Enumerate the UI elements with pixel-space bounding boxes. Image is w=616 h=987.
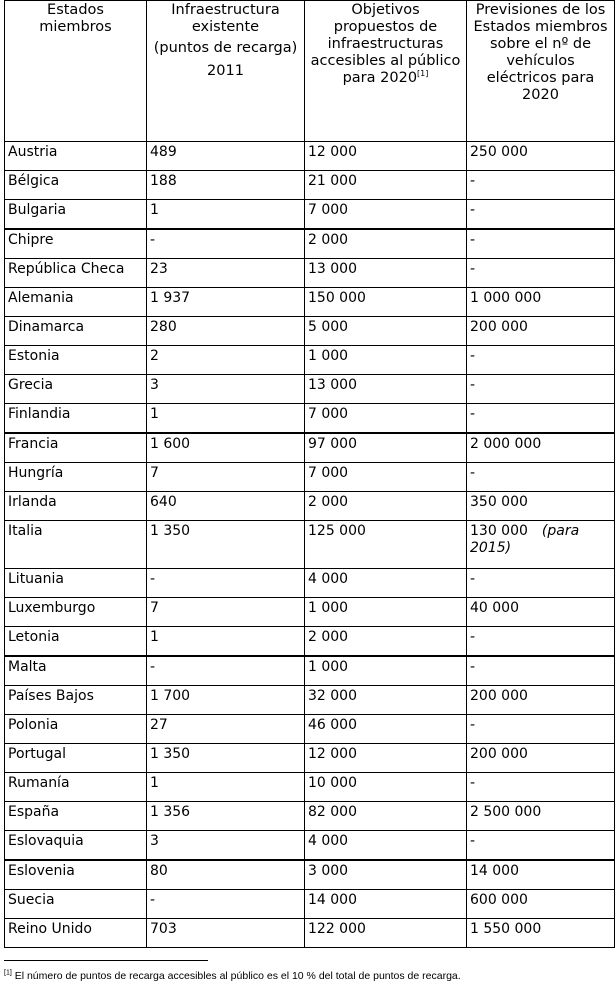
header-existing-infrastructure-label: Infraestructura existente xyxy=(171,2,280,35)
ev-forecast-cell xyxy=(467,171,615,200)
ev-forecast-value: - xyxy=(470,833,476,849)
existing-infrastructure-value: - xyxy=(150,232,156,248)
table-row xyxy=(5,492,615,521)
member-state-value: Eslovaquia xyxy=(8,833,84,849)
proposed-target-cell xyxy=(305,259,467,288)
member-state-cell xyxy=(5,715,147,744)
member-state-cell xyxy=(5,463,147,492)
header-proposed-targets-label: Objetivos propuestos de infraestructuras accesibles al público para 2020 xyxy=(310,2,461,86)
proposed-target-cell xyxy=(305,831,467,861)
member-state-cell xyxy=(5,404,147,434)
ev-forecast-cell xyxy=(467,259,615,288)
member-state-value: Luxemburgo xyxy=(8,600,96,616)
proposed-target-cell xyxy=(305,860,467,890)
proposed-target-cell xyxy=(305,404,467,434)
table-row xyxy=(5,200,615,230)
ev-forecast-value: 1 000 000 xyxy=(470,290,542,306)
proposed-target-cell xyxy=(305,744,467,773)
existing-infrastructure-cell xyxy=(147,860,305,890)
existing-infrastructure-cell xyxy=(147,142,305,171)
proposed-target-value: 13 000 xyxy=(308,261,357,277)
existing-infrastructure-value: 80 xyxy=(150,863,168,879)
ev-forecast-value: 1 550 000 xyxy=(470,921,542,937)
ev-forecast-value: 250 000 xyxy=(470,144,528,160)
proposed-target-value: 32 000 xyxy=(308,688,357,704)
existing-infrastructure-value: 280 xyxy=(150,319,177,335)
proposed-target-value: 21 000 xyxy=(308,173,357,189)
member-state-value: Finlandia xyxy=(8,406,71,422)
table-row xyxy=(5,773,615,802)
footnote-ref-marker[interactable]: [1] xyxy=(417,69,429,79)
member-state-value: Grecia xyxy=(8,377,54,393)
member-state-value: Eslovenia xyxy=(8,863,75,879)
member-state-value: Países Bajos xyxy=(8,688,94,704)
proposed-target-value: 12 000 xyxy=(308,144,357,160)
member-state-value: Suecia xyxy=(8,892,55,908)
table-row xyxy=(5,521,615,569)
table-row xyxy=(5,259,615,288)
proposed-target-cell xyxy=(305,598,467,627)
existing-infrastructure-value: 1 350 xyxy=(150,523,191,539)
member-state-cell xyxy=(5,142,147,171)
ev-forecast-value: - xyxy=(470,717,476,733)
ev-forecast-cell xyxy=(467,656,615,686)
proposed-target-value: 4 000 xyxy=(308,571,349,587)
member-state-value: Francia xyxy=(8,436,59,452)
proposed-target-cell xyxy=(305,288,467,317)
existing-infrastructure-value: 703 xyxy=(150,921,177,937)
existing-infrastructure-cell xyxy=(147,569,305,598)
table-row xyxy=(5,288,615,317)
table-row xyxy=(5,433,615,463)
ev-forecast-cell xyxy=(467,288,615,317)
existing-infrastructure-cell xyxy=(147,229,305,259)
proposed-target-value: 4 000 xyxy=(308,833,349,849)
existing-infrastructure-value: 2 xyxy=(150,348,159,364)
ev-forecast-cell xyxy=(467,142,615,171)
ev-forecast-value: - xyxy=(470,348,476,364)
proposed-target-value: 13 000 xyxy=(308,377,357,393)
header-year-label: 2011 xyxy=(207,63,244,79)
member-state-value: Polonia xyxy=(8,717,59,733)
ev-forecast-value: - xyxy=(470,377,476,393)
existing-infrastructure-cell xyxy=(147,317,305,346)
proposed-target-cell xyxy=(305,715,467,744)
proposed-target-value: 1 000 xyxy=(308,348,349,364)
ev-forecast-cell xyxy=(467,404,615,434)
ev-forecast-value: 350 000 xyxy=(470,494,528,510)
proposed-target-value: 82 000 xyxy=(308,804,357,820)
proposed-target-value: 2 000 xyxy=(308,629,349,645)
member-state-cell xyxy=(5,773,147,802)
table-row xyxy=(5,831,615,861)
ev-infrastructure-table xyxy=(4,0,615,948)
existing-infrastructure-value: 640 xyxy=(150,494,177,510)
existing-infrastructure-cell xyxy=(147,715,305,744)
existing-infrastructure-value: 1 700 xyxy=(150,688,191,704)
table-row xyxy=(5,686,615,715)
ev-forecast-value: - xyxy=(470,173,476,189)
ev-forecast-cell xyxy=(467,346,615,375)
ev-forecast-cell xyxy=(467,919,615,948)
proposed-target-cell xyxy=(305,890,467,919)
existing-infrastructure-cell xyxy=(147,831,305,861)
existing-infrastructure-value: 489 xyxy=(150,144,177,160)
member-state-cell xyxy=(5,569,147,598)
member-state-value: Italia xyxy=(8,523,43,539)
existing-infrastructure-value: 3 xyxy=(150,377,159,393)
member-state-value: Letonia xyxy=(8,629,60,645)
member-state-value: Estonia xyxy=(8,348,60,364)
ev-forecast-cell xyxy=(467,375,615,404)
proposed-target-cell xyxy=(305,463,467,492)
member-state-cell xyxy=(5,288,147,317)
footnote-marker: [1] xyxy=(4,969,12,977)
existing-infrastructure-value: - xyxy=(150,659,156,675)
member-state-cell xyxy=(5,492,147,521)
existing-infrastructure-cell xyxy=(147,404,305,434)
ev-forecast-cell xyxy=(467,433,615,463)
member-state-cell xyxy=(5,831,147,861)
footnote xyxy=(4,970,461,982)
proposed-target-cell xyxy=(305,627,467,657)
proposed-target-cell xyxy=(305,171,467,200)
proposed-target-cell xyxy=(305,142,467,171)
member-state-value: Bélgica xyxy=(8,173,60,189)
member-state-cell xyxy=(5,375,147,404)
proposed-target-value: 46 000 xyxy=(308,717,357,733)
ev-forecast-value: 600 000 xyxy=(470,892,528,908)
proposed-target-cell xyxy=(305,200,467,230)
ev-forecast-cell xyxy=(467,860,615,890)
table-row xyxy=(5,744,615,773)
existing-infrastructure-cell xyxy=(147,171,305,200)
member-state-value: Hungría xyxy=(8,465,64,481)
header-member-states-label: Estados miembros xyxy=(39,2,112,35)
existing-infrastructure-cell xyxy=(147,521,305,569)
ev-forecast-cell xyxy=(467,463,615,492)
table-row xyxy=(5,346,615,375)
proposed-target-value: 125 000 xyxy=(308,523,366,539)
table-row xyxy=(5,627,615,657)
proposed-target-value: 1 000 xyxy=(308,659,349,675)
existing-infrastructure-cell xyxy=(147,656,305,686)
existing-infrastructure-value: 1 350 xyxy=(150,746,191,762)
proposed-target-value: 2 000 xyxy=(308,494,349,510)
ev-forecast-value: - xyxy=(470,629,476,645)
member-state-value: Malta xyxy=(8,659,47,675)
member-state-value: Lituania xyxy=(8,571,64,587)
proposed-target-cell xyxy=(305,802,467,831)
proposed-target-cell xyxy=(305,773,467,802)
existing-infrastructure-cell xyxy=(147,288,305,317)
proposed-target-cell xyxy=(305,375,467,404)
member-state-cell xyxy=(5,919,147,948)
member-state-cell xyxy=(5,598,147,627)
ev-forecast-value: 2 000 000 xyxy=(470,436,542,452)
ev-forecast-cell xyxy=(467,802,615,831)
member-state-value: Reino Unido xyxy=(8,921,92,937)
member-state-cell xyxy=(5,346,147,375)
ev-forecast-value: 130 000 xyxy=(470,523,528,539)
ev-forecast-cell xyxy=(467,598,615,627)
table-row xyxy=(5,317,615,346)
table-row xyxy=(5,890,615,919)
header-member-state-forecasts-label: Previsiones de los Estados miembros sobre el nº de vehículos eléctricos para 2020 xyxy=(473,2,608,103)
italia-forecast-note: (para 2015) xyxy=(470,523,580,556)
ev-forecast-value: - xyxy=(470,202,476,218)
table-row xyxy=(5,463,615,492)
proposed-target-value: 122 000 xyxy=(308,921,366,937)
proposed-target-value: 10 000 xyxy=(308,775,357,791)
existing-infrastructure-cell xyxy=(147,375,305,404)
proposed-target-value: 12 000 xyxy=(308,746,357,762)
ev-forecast-cell xyxy=(467,200,615,230)
member-state-cell xyxy=(5,200,147,230)
ev-forecast-cell xyxy=(467,521,615,569)
proposed-target-value: 97 000 xyxy=(308,436,357,452)
proposed-target-cell xyxy=(305,919,467,948)
table-row xyxy=(5,598,615,627)
member-state-value: República Checa xyxy=(8,261,125,277)
table-row xyxy=(5,860,615,890)
proposed-target-value: 3 000 xyxy=(308,863,349,879)
ev-forecast-value: 14 000 xyxy=(470,863,519,879)
proposed-target-cell xyxy=(305,346,467,375)
existing-infrastructure-value: 1 937 xyxy=(150,290,191,306)
member-state-cell xyxy=(5,802,147,831)
header-existing-infrastructure xyxy=(147,1,305,142)
proposed-target-cell xyxy=(305,656,467,686)
existing-infrastructure-value: 1 xyxy=(150,629,159,645)
ev-forecast-value: 40 000 xyxy=(470,600,519,616)
existing-infrastructure-value: 1 356 xyxy=(150,804,191,820)
existing-infrastructure-value: 1 600 xyxy=(150,436,191,452)
existing-infrastructure-cell xyxy=(147,346,305,375)
existing-infrastructure-cell xyxy=(147,890,305,919)
member-state-value: Bulgaria xyxy=(8,202,67,218)
ev-forecast-value: - xyxy=(470,659,476,675)
ev-forecast-value: - xyxy=(470,261,476,277)
proposed-target-cell xyxy=(305,569,467,598)
existing-infrastructure-cell xyxy=(147,259,305,288)
ev-forecast-cell xyxy=(467,627,615,657)
member-state-cell xyxy=(5,860,147,890)
table-row xyxy=(5,229,615,259)
existing-infrastructure-value: 1 xyxy=(150,202,159,218)
table-row xyxy=(5,715,615,744)
table-row xyxy=(5,404,615,434)
member-state-cell xyxy=(5,744,147,773)
ev-forecast-value: - xyxy=(470,465,476,481)
existing-infrastructure-cell xyxy=(147,919,305,948)
ev-forecast-value: - xyxy=(470,775,476,791)
member-state-cell xyxy=(5,433,147,463)
header-charging-points-label: (puntos de recarga) xyxy=(153,40,298,56)
header-row xyxy=(5,1,615,142)
proposed-target-value: 5 000 xyxy=(308,319,349,335)
existing-infrastructure-cell xyxy=(147,463,305,492)
proposed-target-value: 7 000 xyxy=(308,465,349,481)
proposed-target-value: 7 000 xyxy=(308,406,349,422)
member-state-cell xyxy=(5,656,147,686)
header-member-state-forecasts xyxy=(467,1,615,142)
footnote-text: El número de puntos de recarga accesibles al público es el 10 % del total de puntos de recarga. xyxy=(14,970,461,982)
ev-forecast-value: - xyxy=(470,232,476,248)
existing-infrastructure-value: 3 xyxy=(150,833,159,849)
member-state-value: Portugal xyxy=(8,746,66,762)
existing-infrastructure-value: 23 xyxy=(150,261,168,277)
existing-infrastructure-cell xyxy=(147,598,305,627)
ev-forecast-cell xyxy=(467,686,615,715)
proposed-target-value: 2 000 xyxy=(308,232,349,248)
existing-infrastructure-cell xyxy=(147,773,305,802)
table-row xyxy=(5,171,615,200)
ev-forecast-cell xyxy=(467,831,615,861)
footnote-divider xyxy=(4,960,208,961)
table-row xyxy=(5,569,615,598)
table-body xyxy=(5,142,615,948)
member-state-cell xyxy=(5,317,147,346)
existing-infrastructure-cell xyxy=(147,744,305,773)
ev-forecast-value: 200 000 xyxy=(470,746,528,762)
existing-infrastructure-cell xyxy=(147,433,305,463)
member-state-value: Austria xyxy=(8,144,58,160)
existing-infrastructure-cell xyxy=(147,802,305,831)
existing-infrastructure-cell xyxy=(147,627,305,657)
member-state-cell xyxy=(5,259,147,288)
header-member-states xyxy=(5,1,147,142)
existing-infrastructure-value: - xyxy=(150,892,156,908)
existing-infrastructure-value: 7 xyxy=(150,600,159,616)
member-state-cell xyxy=(5,229,147,259)
member-state-value: Dinamarca xyxy=(8,319,85,335)
proposed-target-cell xyxy=(305,433,467,463)
ev-forecast-value: 200 000 xyxy=(470,688,528,704)
member-state-cell xyxy=(5,686,147,715)
ev-forecast-value: 2 500 000 xyxy=(470,804,542,820)
ev-forecast-cell xyxy=(467,773,615,802)
table-row xyxy=(5,375,615,404)
member-state-value: Irlanda xyxy=(8,494,57,510)
ev-forecast-cell xyxy=(467,744,615,773)
proposed-target-value: 1 000 xyxy=(308,600,349,616)
ev-forecast-value: - xyxy=(470,406,476,422)
member-state-value: España xyxy=(8,804,60,820)
ev-forecast-cell xyxy=(467,715,615,744)
existing-infrastructure-value: 27 xyxy=(150,717,168,733)
member-state-value: Chipre xyxy=(8,232,54,248)
ev-forecast-cell xyxy=(467,229,615,259)
member-state-cell xyxy=(5,890,147,919)
existing-infrastructure-value: 1 xyxy=(150,406,159,422)
ev-forecast-value: - xyxy=(470,571,476,587)
proposed-target-value: 150 000 xyxy=(308,290,366,306)
header-proposed-targets xyxy=(305,1,467,142)
ev-forecast-cell xyxy=(467,569,615,598)
member-state-cell xyxy=(5,171,147,200)
proposed-target-value: 7 000 xyxy=(308,202,349,218)
proposed-target-cell xyxy=(305,686,467,715)
proposed-target-value: 14 000 xyxy=(308,892,357,908)
existing-infrastructure-value: 1 xyxy=(150,775,159,791)
member-state-cell xyxy=(5,521,147,569)
proposed-target-cell xyxy=(305,317,467,346)
existing-infrastructure-cell xyxy=(147,200,305,230)
existing-infrastructure-value: - xyxy=(150,571,156,587)
proposed-target-cell xyxy=(305,521,467,569)
ev-forecast-cell xyxy=(467,890,615,919)
ev-forecast-cell xyxy=(467,492,615,521)
existing-infrastructure-value: 188 xyxy=(150,173,177,189)
table-row xyxy=(5,919,615,948)
table-row xyxy=(5,656,615,686)
existing-infrastructure-cell xyxy=(147,686,305,715)
existing-infrastructure-cell xyxy=(147,492,305,521)
ev-forecast-cell xyxy=(467,317,615,346)
member-state-value: Rumanía xyxy=(8,775,70,791)
table-row xyxy=(5,802,615,831)
proposed-target-cell xyxy=(305,229,467,259)
member-state-cell xyxy=(5,627,147,657)
ev-forecast-value: 200 000 xyxy=(470,319,528,335)
existing-infrastructure-value: 7 xyxy=(150,465,159,481)
table-row xyxy=(5,142,615,171)
proposed-target-cell xyxy=(305,492,467,521)
member-state-value: Alemania xyxy=(8,290,74,306)
